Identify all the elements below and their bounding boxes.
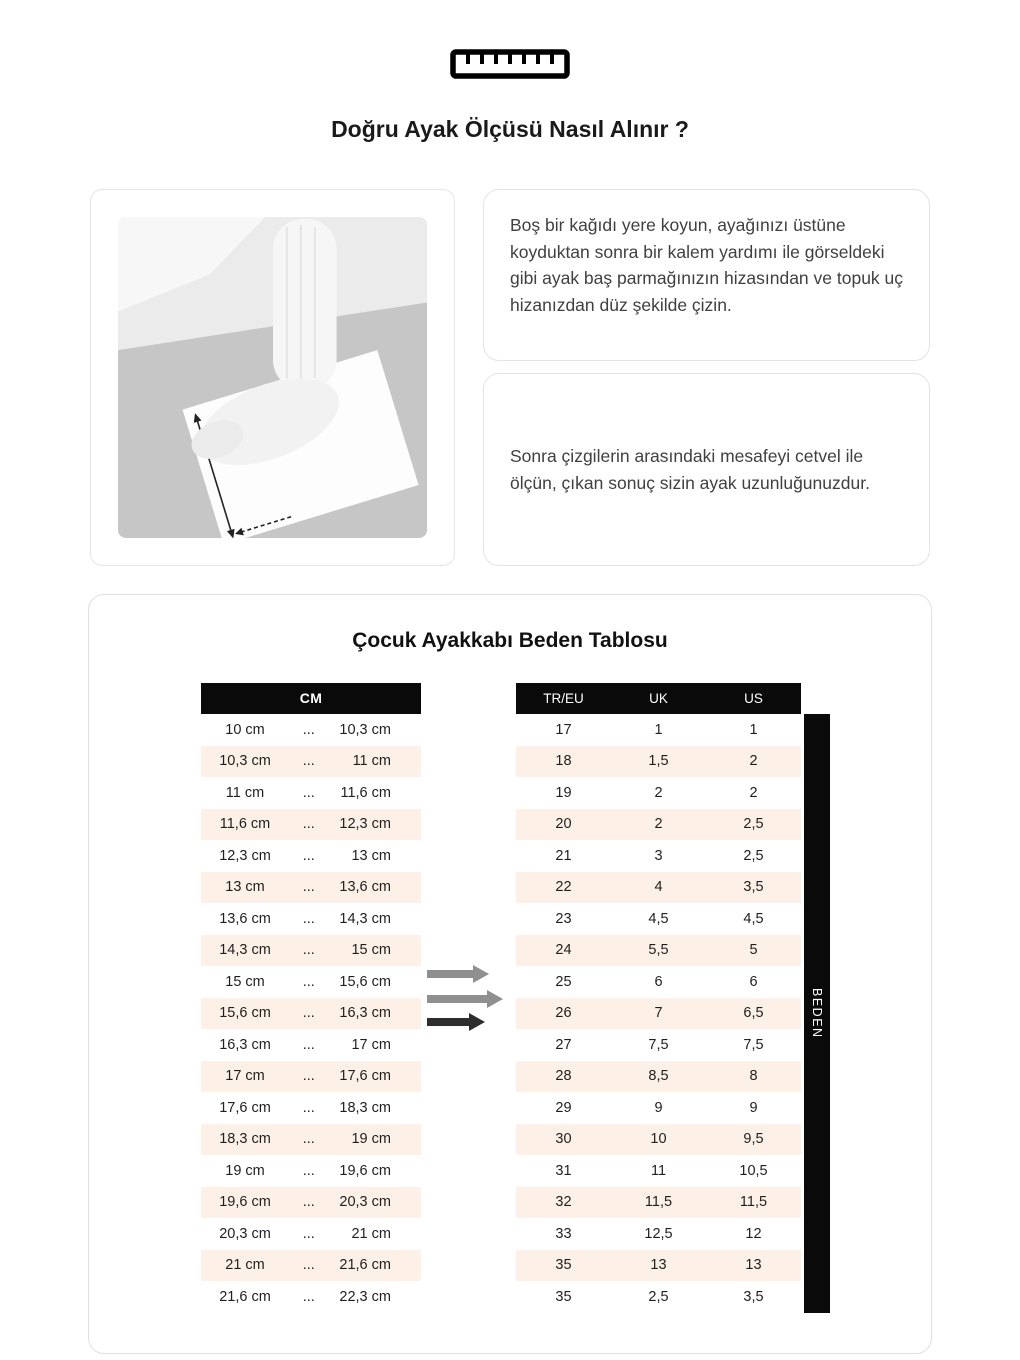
cm-to-value: 11,6 cm — [340, 784, 391, 801]
cm-from-value: 13 cm — [225, 879, 265, 896]
intl-size-table-row — [516, 1124, 801, 1156]
cm-to-value: 21 cm — [351, 1225, 391, 1242]
intl-size-table-row — [516, 777, 801, 809]
tr-eu-size: 28 — [555, 1068, 572, 1085]
us-size: 2 — [749, 784, 758, 801]
uk-size: 9 — [654, 1099, 663, 1116]
cm-to-value: 13,6 cm — [339, 879, 391, 896]
cm-from-value: 17,6 cm — [219, 1099, 271, 1116]
cm-to-value: 19 cm — [351, 1131, 391, 1148]
cm-table-row — [201, 746, 421, 778]
intl-size-table-row — [516, 1250, 801, 1282]
intl-size-table-row — [516, 1155, 801, 1187]
range-dots: ... — [302, 1194, 315, 1211]
tr-eu-size: 32 — [555, 1194, 572, 1211]
cm-table — [201, 683, 421, 1313]
tr-eu-size: 29 — [555, 1099, 572, 1116]
uk-size: 2 — [654, 784, 663, 801]
size-table-title: Çocuk Ayakkabı Beden Tablosu — [352, 629, 668, 652]
cm-table-row — [201, 1187, 421, 1219]
size-header-cell: US — [744, 691, 763, 706]
intl-size-table-row — [516, 714, 801, 746]
size-header-cell: UK — [649, 691, 668, 706]
range-dots: ... — [302, 1005, 315, 1022]
cm-table-row — [201, 840, 421, 872]
cm-from-value: 21 cm — [225, 1257, 265, 1274]
intl-size-table-row — [516, 746, 801, 778]
us-size: 3,5 — [743, 1288, 764, 1305]
tr-eu-size: 25 — [555, 973, 572, 990]
cm-table-row — [201, 1155, 421, 1187]
range-dots: ... — [302, 1257, 315, 1274]
conversion-arrows-icon — [427, 959, 511, 1037]
range-dots: ... — [302, 1131, 315, 1148]
us-size: 1 — [749, 721, 758, 738]
cm-table-row — [201, 1029, 421, 1061]
uk-size: 11 — [650, 1162, 667, 1179]
us-size: 7,5 — [743, 1036, 764, 1053]
cm-table-row — [201, 935, 421, 967]
uk-size: 6 — [654, 973, 663, 990]
cm-from-value: 12,3 cm — [219, 847, 271, 864]
cm-to-value: 10,3 cm — [339, 721, 391, 738]
intl-size-table-header — [516, 683, 801, 714]
range-dots: ... — [302, 753, 315, 770]
cm-from-value: 15,6 cm — [219, 1005, 271, 1022]
range-dots: ... — [302, 942, 315, 959]
tr-eu-size: 21 — [555, 847, 572, 864]
cm-from-value: 11,6 cm — [219, 816, 271, 833]
conversion-arrows — [421, 959, 516, 1037]
instruction-step-2: Sonra çizgilerin arasındaki mesafeyi cetvel ile ölçün, çıkan sonuç sizin ayak uzunluğunuzdur. — [510, 445, 870, 493]
howto-section — [0, 189, 1020, 566]
cm-table-row — [201, 1061, 421, 1093]
cm-to-value: 17,6 cm — [339, 1068, 391, 1085]
intl-size-table-row — [516, 1281, 801, 1313]
range-dots: ... — [302, 1099, 315, 1116]
range-dots: ... — [302, 1068, 315, 1085]
intl-size-table-row — [516, 1029, 801, 1061]
cm-from-value: 21,6 cm — [219, 1288, 271, 1305]
uk-size: 7,5 — [648, 1036, 669, 1053]
tr-eu-size: 19 — [555, 784, 572, 801]
intl-size-table-row — [516, 1187, 801, 1219]
cm-table-row — [201, 966, 421, 998]
us-size: 13 — [745, 1257, 762, 1274]
us-size: 9 — [749, 1099, 758, 1116]
cm-from-value: 10,3 cm — [219, 753, 271, 770]
cm-table-body — [201, 714, 421, 1313]
cm-table-row — [201, 872, 421, 904]
us-size: 8 — [749, 1068, 758, 1085]
foot-measure-photo-card — [90, 189, 455, 566]
intl-size-table-row — [516, 840, 801, 872]
tr-eu-size: 17 — [555, 721, 572, 738]
cm-to-value: 16,3 cm — [339, 1005, 391, 1022]
intl-size-table-row — [516, 872, 801, 904]
cm-table-row — [201, 1281, 421, 1313]
instruction-column — [483, 189, 930, 566]
range-dots: ... — [302, 1288, 315, 1305]
us-size: 4,5 — [743, 910, 764, 927]
uk-size: 8,5 — [648, 1068, 669, 1085]
tr-eu-size: 22 — [555, 879, 572, 896]
range-dots: ... — [302, 847, 315, 864]
cm-from-value: 19,6 cm — [219, 1194, 271, 1211]
ruler-icon — [449, 48, 571, 80]
cm-to-value: 13 cm — [351, 847, 391, 864]
uk-size: 12,5 — [644, 1225, 673, 1242]
cm-table-row — [201, 1092, 421, 1124]
cm-to-value: 20,3 cm — [339, 1194, 391, 1211]
intl-size-table-row — [516, 1218, 801, 1250]
instruction-step-1: Boş bir kağıdı yere koyun, ayağınızı üstüne koyduktan sonra bir kalem yardımı ile görseldeki gibi ayak baş parmağınızın hizasından ve topuk uç hizanızdan düz şekilde çizin. — [510, 215, 904, 315]
tr-eu-size: 31 — [555, 1162, 572, 1179]
range-dots: ... — [302, 879, 315, 896]
uk-size: 1,5 — [648, 753, 669, 770]
cm-to-value: 14,3 cm — [339, 910, 391, 927]
us-size: 5 — [749, 942, 758, 959]
tr-eu-size: 30 — [555, 1131, 572, 1148]
tr-eu-size: 35 — [555, 1288, 572, 1305]
cm-to-value: 22,3 cm — [339, 1288, 391, 1305]
cm-to-value: 15,6 cm — [339, 973, 391, 990]
instruction-card-1 — [483, 189, 930, 361]
uk-size: 3 — [654, 847, 663, 864]
cm-table-row — [201, 809, 421, 841]
cm-table-row — [201, 1250, 421, 1282]
cm-from-value: 19 cm — [225, 1162, 265, 1179]
cm-to-value: 11 cm — [352, 753, 391, 770]
us-size: 3,5 — [743, 879, 764, 896]
intl-size-table-row — [516, 966, 801, 998]
cm-table-row — [201, 777, 421, 809]
cm-from-value: 13,6 cm — [219, 910, 271, 927]
cm-from-value: 17 cm — [225, 1068, 265, 1085]
tr-eu-size: 24 — [555, 942, 572, 959]
cm-from-value: 10 cm — [225, 721, 265, 738]
us-size: 10,5 — [739, 1162, 768, 1179]
uk-size: 2 — [654, 816, 663, 833]
cm-from-value: 14,3 cm — [219, 942, 271, 959]
us-size: 2,5 — [743, 816, 764, 833]
tr-eu-size: 35 — [555, 1257, 572, 1274]
cm-to-value: 12,3 cm — [339, 816, 391, 833]
us-size: 6,5 — [743, 1005, 764, 1022]
intl-size-table-body — [516, 714, 801, 1313]
uk-size: 5,5 — [648, 942, 669, 959]
range-dots: ... — [302, 1225, 315, 1242]
intl-size-table-row — [516, 1092, 801, 1124]
uk-size: 4 — [654, 879, 663, 896]
size-header-cell: TR/EU — [543, 691, 584, 706]
cm-table-row — [201, 998, 421, 1030]
us-size: 2 — [749, 753, 758, 770]
cm-table-row — [201, 1124, 421, 1156]
tr-eu-size: 23 — [555, 910, 572, 927]
cm-to-value: 19,6 cm — [339, 1162, 391, 1179]
cm-to-value: 15 cm — [351, 942, 391, 959]
intl-size-table-row — [516, 998, 801, 1030]
cm-to-value: 17 cm — [351, 1036, 391, 1053]
uk-size: 1 — [654, 721, 663, 738]
range-dots: ... — [302, 784, 315, 801]
tr-eu-size: 27 — [555, 1036, 572, 1053]
cm-from-value: 16,3 cm — [219, 1036, 271, 1053]
us-size: 2,5 — [743, 847, 764, 864]
tr-eu-size: 20 — [555, 816, 572, 833]
page-title: Doğru Ayak Ölçüsü Nasıl Alınır ? — [331, 116, 689, 142]
tr-eu-size: 18 — [555, 753, 572, 770]
range-dots: ... — [302, 721, 315, 738]
intl-size-table-row — [516, 903, 801, 935]
cm-to-value: 18,3 cm — [339, 1099, 391, 1116]
tr-eu-size: 33 — [555, 1225, 572, 1242]
range-dots: ... — [302, 816, 315, 833]
size-tables — [89, 683, 931, 1313]
intl-size-table-row — [516, 1061, 801, 1093]
intl-size-table-row — [516, 935, 801, 967]
range-dots: ... — [302, 1162, 315, 1179]
foot-measure-illustration — [118, 217, 427, 538]
us-size: 6 — [749, 973, 758, 990]
cm-from-value: 15 cm — [225, 973, 265, 990]
intl-size-table — [516, 683, 801, 1313]
uk-size: 2,5 — [648, 1288, 669, 1305]
cm-from-value: 18,3 cm — [219, 1131, 271, 1148]
uk-size: 11,5 — [644, 1194, 673, 1211]
uk-size: 4,5 — [648, 910, 669, 927]
uk-size: 10 — [650, 1131, 667, 1148]
intl-size-table-row — [516, 809, 801, 841]
range-dots: ... — [302, 973, 315, 990]
cm-from-value: 11 cm — [225, 784, 265, 801]
cm-table-row — [201, 903, 421, 935]
intl-size-table-wrap — [516, 683, 830, 1313]
uk-size: 7 — [654, 1005, 663, 1022]
cm-table-row — [201, 1218, 421, 1250]
cm-from-value: 20,3 cm — [219, 1225, 271, 1242]
range-dots: ... — [302, 910, 315, 927]
tr-eu-size: 26 — [555, 1005, 572, 1022]
range-dots: ... — [302, 1036, 315, 1053]
us-size: 12 — [745, 1225, 762, 1242]
size-table-card — [88, 594, 932, 1354]
cm-to-value: 21,6 cm — [339, 1257, 391, 1274]
uk-size: 13 — [650, 1257, 667, 1274]
instruction-card-2 — [483, 373, 930, 566]
us-size: 11,5 — [739, 1194, 768, 1211]
us-size: 9,5 — [743, 1131, 764, 1148]
cm-table-row — [201, 714, 421, 746]
cm-table-header: CM — [201, 683, 421, 714]
beden-side-label: BEDEN — [804, 714, 830, 1313]
ruler-icon-row — [0, 0, 1020, 80]
